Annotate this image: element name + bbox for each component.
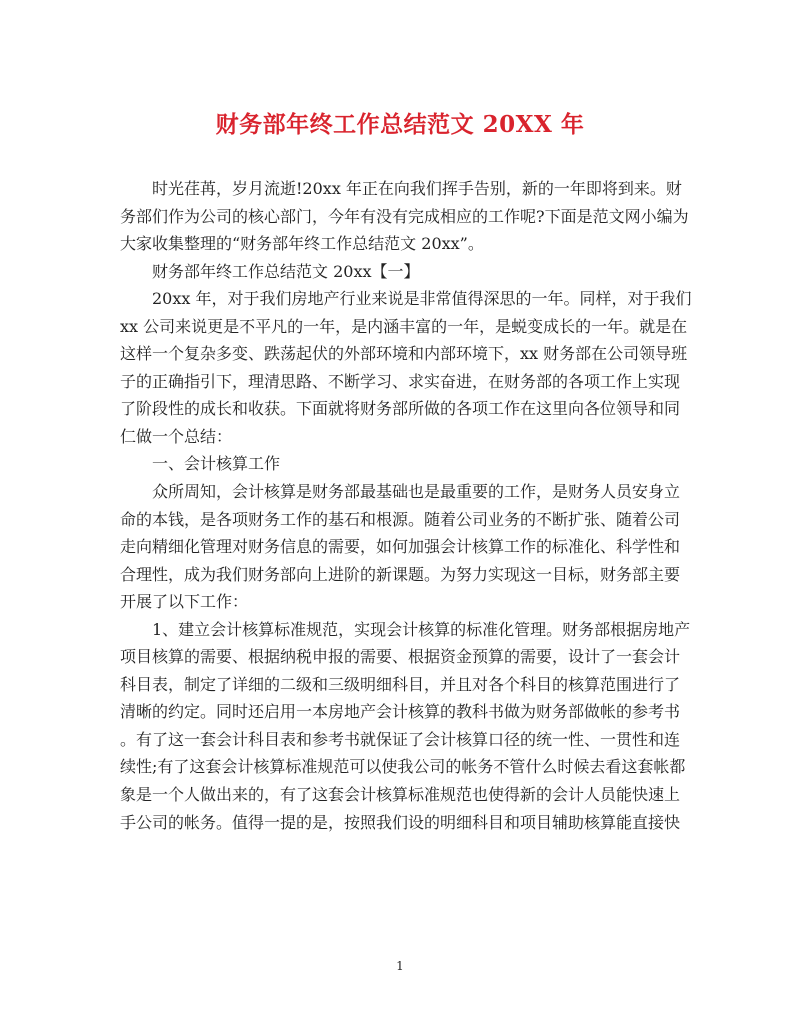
paragraph-line: 走向精细化管理对财务信息的需要，如何加强会计核算工作的标准化、科学性和 — [120, 537, 681, 557]
paragraph-line: 子的正确指引下，理清思路、不断学习、求实奋进，在财务部的各项工作上实现 — [120, 371, 681, 391]
section-heading: 财务部年终工作总结范文 20xx【一】 — [152, 261, 420, 281]
document-title: 财务部年终工作总结范文 20XX 年 — [215, 111, 585, 138]
paragraph-line: 命的本钱，是各项财务工作的基石和根源。随着公司业务的不断扩张、随着公司 — [120, 509, 681, 529]
paragraph-line: 手公司的帐务。值得一提的是，按照我们设的明细科目和项目辅助核算能直接快 — [120, 812, 681, 832]
paragraph-line: 时光荏苒，岁月流逝!20xx 年正在向我们挥手告别，新的一年即将到来。财 — [152, 179, 682, 198]
paragraph-line: 清晰的约定。同时还启用一本房地产会计核算的教科书做为财务部做帐的参考书 — [120, 702, 681, 722]
document-body — [120, 175, 692, 836]
paragraph-line: 象是一个人做出来的，有了这套会计核算标准规范也使得新的会计人员能快速上 — [120, 785, 681, 805]
paragraph-line: 科目表，制定了详细的二级和三级明细科目，并且对各个科目的核算范围进行了 — [120, 674, 681, 694]
paragraph-line: 20xx 年，对于我们房地产行业来说是非常值得深思的一年。同样，对于我们 — [152, 289, 692, 309]
page-number: 1 — [396, 959, 404, 973]
paragraph-line: xx 公司来说更是不平凡的一年，是内涵丰富的一年，是蜕变成长的一年。就是在 — [120, 316, 688, 336]
paragraph-line: 1、建立会计核算标准规范，实现会计核算的标准化管理。财务部根据房地产 — [152, 619, 691, 639]
paragraph-line: 仁做一个总结： — [120, 426, 233, 446]
paragraph-line: 这样一个复杂多变、跌荡起伏的外部环境和内部环境下，xx 财务部在公司领导班 — [120, 344, 688, 364]
paragraph-line: 项目核算的需要、根据纳税申报的需要、根据资金预算的需要，设计了一套会计 — [120, 647, 681, 667]
section-heading: 一、会计核算工作 — [152, 454, 281, 474]
paragraph-line: 大家收集整理的“财务部年终工作总结范文 20xx”。 — [120, 234, 484, 254]
paragraph-line: 开展了以下工作： — [120, 592, 249, 612]
paragraph-line: 合理性，成为我们财务部向上进阶的新课题。为努力实现这一目标，财务部主要 — [120, 564, 681, 584]
paragraph-line: 了阶段性的成长和收获。下面就将财务部所做的各项工作在这里向各位领导和同 — [120, 399, 681, 419]
paragraph-line: 众所周知，会计核算是财务部最基础也是最重要的工作，是财务人员安身立 — [152, 482, 681, 502]
paragraph-line: 续性;有了这套会计核算标准规范可以使我公司的帐务不管什么时候去看这套帐都 — [120, 757, 686, 777]
paragraph-line: 务部们作为公司的核心部门，今年有没有完成相应的工作呢?下面是范文网小编为 — [120, 206, 689, 226]
paragraph-line: 。有了这一套会计科目表和参考书就保证了会计核算口径的统一性、一贯性和连 — [120, 729, 681, 749]
